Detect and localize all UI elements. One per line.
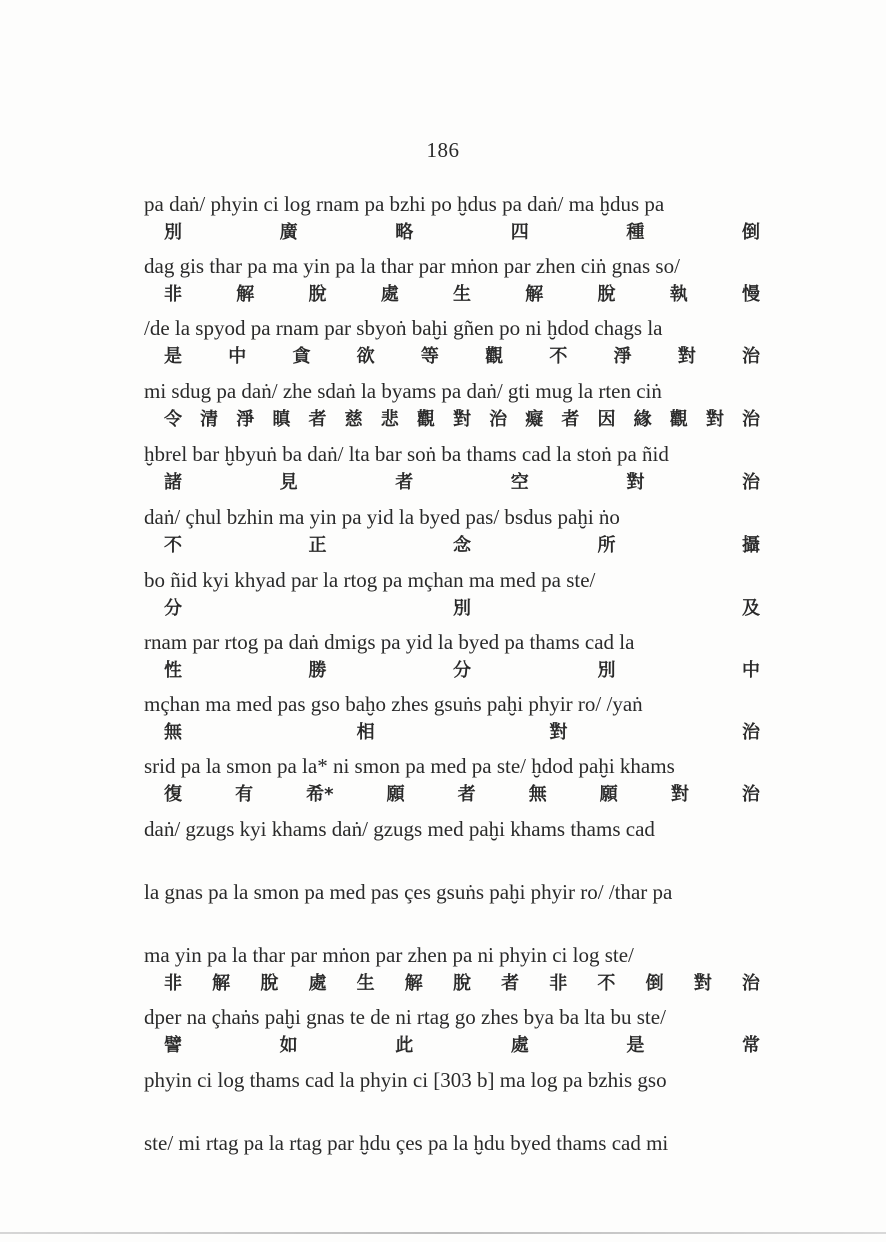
romanized-line: daṅ/ gzugs kyi khams daṅ/ gzugs med paḫi khams thams cad — [144, 817, 655, 841]
romanized-line: ḫbrel bar ḫbyuṅ ba daṅ/ lta bar soṅ ba thams cad la stoṅ pa ñid — [144, 442, 669, 466]
chinese-gloss-line: 性 勝 分 別 中 — [164, 660, 760, 681]
chinese-gloss-line: 不 正 念 所 攝 — [164, 535, 760, 556]
chinese-gloss-line: 非 解 脫 處 生 解 脫 執 慢 — [164, 284, 760, 305]
chinese-gloss-line: 諸 見 者 空 對 治 — [164, 472, 760, 493]
romanized-line: bo ñid kyi khyad par la rtog pa mçhan ma med pa ste/ — [144, 568, 596, 592]
romanized-line: ste/ mi rtag pa la rtag par ḫdu çes pa la ḫdu byed thams cad mi — [144, 1131, 669, 1155]
chinese-gloss-line: 令 清 淨 瞋 者 慈 悲 觀 對 治 癡 者 因 緣 觀 對 治 — [164, 409, 760, 430]
romanized-line: pa daṅ/ phyin ci log rnam pa bzhi po ḫdus pa daṅ/ ma ḫdus pa — [144, 192, 665, 216]
romanized-line: /de la spyod pa rnam par sbyoṅ baḫi gñen po ni ḫdod chags la — [144, 316, 663, 340]
romanized-line: ma yin pa la thar par mṅon par zhen pa ni phyin ci log ste/ — [144, 943, 634, 967]
romanized-line: rnam par rtog pa daṅ dmigs pa yid la byed pa thams cad la — [144, 630, 635, 654]
romanized-line: mçhan ma med pas gso baḫo zhes gsuṅs paḫi phyir ro/ /yaṅ — [144, 692, 643, 716]
chinese-gloss-line: 分 別 及 — [164, 598, 760, 619]
romanized-line: phyin ci log thams cad la phyin ci [303 b] ma log pa bzhis gso — [144, 1068, 667, 1092]
romanized-line: daṅ/ çhul bzhin ma yin pa yid la byed pas/ bsdus paḫi ṅo — [144, 505, 620, 529]
romanized-line: srid pa la smon pa la* ni smon pa med pa ste/ ḫdod paḫi khams — [144, 754, 675, 778]
chinese-gloss-line: 別 廣 略 四 種 倒 — [164, 222, 760, 243]
chinese-gloss-line: 復 有 希* 願 者 無 願 對 治 — [164, 784, 760, 805]
page-number: 186 — [426, 138, 460, 162]
chinese-gloss-line: 非 解 脫 處 生 解 脫 者 非 不 倒 對 治 — [164, 973, 760, 994]
bottom-scan-edge — [0, 1232, 886, 1234]
chinese-gloss-line: 譬 如 此 處 是 常 — [164, 1035, 760, 1056]
romanized-line: la gnas pa la smon pa med pas çes gsuṅs paḫi phyir ro/ /thar pa — [144, 880, 673, 904]
chinese-gloss-line: 無 相 對 治 — [164, 722, 760, 743]
chinese-gloss-line: 是 中 貪 欲 等 觀 不 淨 對 治 — [164, 346, 760, 367]
romanized-line: dag gis thar pa ma yin pa la thar par mṅon par zhen ciṅ gnas so/ — [144, 254, 680, 278]
romanized-line: dper na çhaṅs paḫi gnas te de ni rtag go zhes bya ba lta bu ste/ — [144, 1005, 666, 1029]
romanized-line: mi sdug pa daṅ/ zhe sdaṅ la byams pa daṅ/ gti mug la rten ciṅ — [144, 379, 662, 403]
